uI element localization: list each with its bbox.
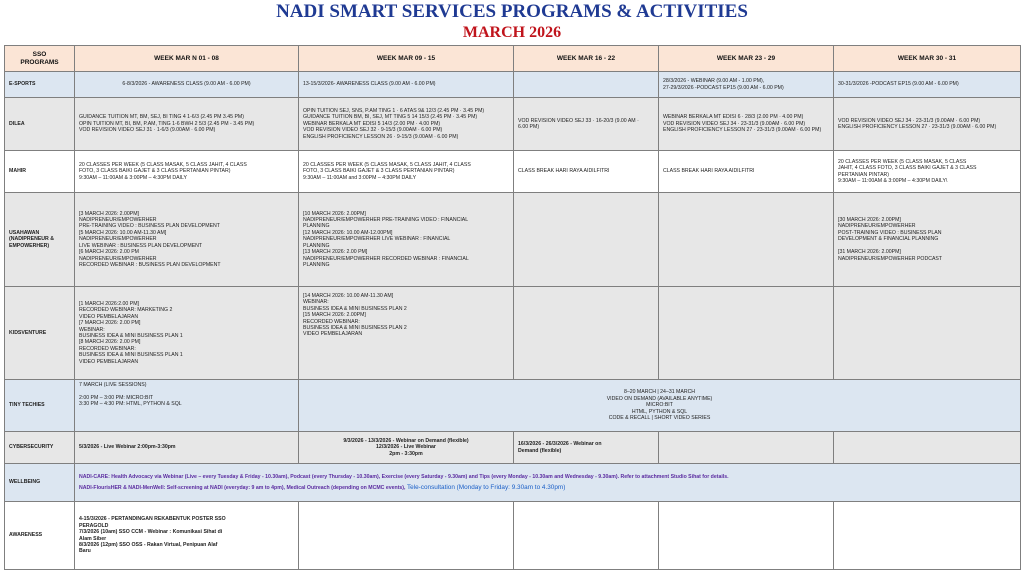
cell-kidsventure-w4	[659, 287, 834, 380]
cell-awareness-w3	[514, 502, 659, 570]
cell-kidsventure-w2: [14 MARCH 2026: 10.00 AM-11.30 AM] WEBINAR: BUSINESS IDEA & MINI BUSINESS PLAN 2 [15 MARCH 2026: 2.00PM] RECORDED WEBINAR: BUSINESS IDEA & MINI BUSINESS PLAN 2 VIDEO PEMBELAJARAN	[299, 287, 514, 380]
cell-cybersecurity-w5	[834, 432, 1021, 464]
cell-dilea-w3: VOD REVISION VIDEO SEJ 33 · 16-20/3 (9.00 AM · 6.00 PM)	[514, 98, 659, 151]
header-week-3: WEEK MAR 16 - 22	[514, 46, 659, 72]
cell-tinytechies-on-demand: 8–20 MARCH | 24–31 MARCH VIDEO ON DEMAND (AVAILABLE ANYTIME) MICRO:BIT HTML, PYTHON & SQL CODE & RECALL | SHORT VIDEO SERIES	[299, 380, 1021, 432]
page-subtitle: MARCH 2026	[462, 24, 562, 41]
row-cybersecurity	[5, 432, 1021, 464]
cell-awareness-w1: 4-15/3/2026 - PERTANDINGAN REKABENTUK POSTER SSO PERAGOLD 7/3/2026 (10am) SSO CCM - Webinar : Komunikasi Sihat di Alam Siber 8/3/2026 (12pm) SSO OSS - Rakan Virtual, Penipuan Alaf Baru	[75, 502, 299, 570]
cell-dilea-w5: VOD REVISION VIDEO SEJ 34 · 23-31/3 (9.00AM · 6.00 PM) ENGLISH PROFICIENCY LESSON 27 · 23-31/3 (9.00AM · 6.00 PM)	[834, 98, 1021, 151]
cell-mahir-w1: 20 CLASSES PER WEEK (5 CLASS MASAK, 5 CLASS JAHIT, 4 CLASS FOTO, 3 CLASS BAIKI GAJET & 3 CLASS PERTANIAN PINTAR) 9:30AM – 11:00AM & 3:00PM – 4:30PM DAILY	[75, 151, 299, 193]
row-wellbeing	[5, 464, 1021, 502]
header-row	[5, 46, 1021, 72]
cell-esports-w5: 30-31/3/2026 -PODCAST EP15 (9.00 AM - 6.00 PM)	[834, 72, 1021, 98]
program-label: KIDSVENTURE	[5, 287, 75, 380]
cell-usahawan-w4	[659, 193, 834, 287]
cell-awareness-w2	[299, 502, 514, 570]
wellbeing-screening-text: NADI-FlourisHER & NADI-MenWell: Self-screening at NADI (everyday: 9 am to 4pm), Medical Outreach (depending on MCMC events),	[79, 485, 406, 491]
program-label: WELLBEING	[5, 464, 75, 502]
cell-cybersecurity-w1: 5/3/2026 - Live Webinar 2:00pm-3:30pm	[75, 432, 299, 464]
row-kidsventure	[5, 287, 1021, 380]
cell-dilea-w4: WEBINAR BERKALA MT EDISI 6 · 28/3 (2.00 PM · 4.00 PM) VOD REVISION VIDEO SEJ 34 · 23-31/3 (9.00AM · 6.00 PM) ENGLISH PROFICIENCY LESSON 27 · 23-31/3 (9.00AM · 6.00 PM)	[659, 98, 834, 151]
cell-awareness-w4	[659, 502, 834, 570]
program-label: AWARENESS	[5, 502, 75, 570]
cell-mahir-w5: 20 CLASSES PER WEEK (5 CLASS MASAK, 5 CLASS JAHIT, 4 CLASS FOTO, 3 CLASS BAIKI GAJET & 3 CLASS PERTANIAN PINTAR) 9:30AM – 11:00AM & 3:00PM – 4:30PM DAILY\	[834, 151, 1021, 193]
row-tiny-techies	[5, 380, 1021, 432]
page-title: NADI SMART SERVICES PROGRAMS & ACTIVITIES	[276, 1, 748, 22]
cell-cybersecurity-w2: 9/3/2026 - 13/3/2026 - Webinar on Demand (flexible) 12/3/2026 - Live Webinar 2pm - 3:30pm	[299, 432, 514, 464]
cell-esports-w4: 28/3/2026 - WEBINAR (9.00 AM - 1.00 PM), 27-29/3/2026 -PODCAST EP15 (9.00 AM - 6.00 PM)	[659, 72, 834, 98]
cell-usahawan-w5: [30 MARCH 2026: 2.00PM] NADIPRENEUR/EMPOWERHER POST-TRAINING VIDEO : BUSINESS PLAN DEVELOPMENT & FINANCIAL PLANNING [31 MARCH 2026: 2.00PM] NADIPRENEUR/EMPOWERHER PODCAST	[834, 193, 1021, 287]
row-esports	[5, 72, 1021, 98]
program-label: MAHIR	[5, 151, 75, 193]
header-week-4: WEEK MAR 23 - 29	[659, 46, 834, 72]
cell-esports-w3	[514, 72, 659, 98]
schedule-table	[4, 45, 1021, 570]
cell-dilea-w2: OPIN TUITION SEJ, SNS, P.AM TING 1 · 6 ATAS 9& 12/3 (2.45 PM · 3.45 PM) GUIDANCE TUITION BM, BI, SEJ, MT TING 5 14 15/3 (2.45 PM · 3.45 PM) WEBINAR BERKALA MT EDISI 5 14/3 (2.00 PM · 4.00 PM) VOD REVISION VIDEO SEJ 32 · 9-15/3 (9.00AM · 6.00 PM) ENGLISH PROFICIENCY LESSON 26 · 9-15/3 (9.00AM · 6.00 PM)	[299, 98, 514, 151]
cell-usahawan-w2: [10 MARCH 2026: 2.00PM] NADIPRENEUR/EMPOWERHER PRE-TRAINING VIDEO : FINANCIAL PLANNING [12 MARCH 2026: 10.00 AM-12.00PM] NADIPRENEUR/EMPOWERHER LIVE WEBINAR : FINANCIAL PLANNING [13 MARCH 2026: 2.00 PM] NADIPRENEUR/EMPOWERHER RECORDED WEBINAR : FINANCIAL PLANNING	[299, 193, 514, 287]
cell-cybersecurity-w4	[659, 432, 834, 464]
cell-usahawan-w3	[514, 193, 659, 287]
cell-kidsventure-w1: [1 MARCH 2026:2.00 PM] RECORDED WEBINAR: MARKETING 2 VIDEO PEMBELAJARAN [7 MARCH 2026: 2.00 PM] WEBINAR: BUSINESS IDEA & MINI BUSINESS PLAN 1 [8 MARCH 2026: 2.00 PM] RECORDED WEBINAR: BUSINESS IDEA & MINI BUSINESS PLAN 1 VIDEO PEMBELAJARAN	[75, 287, 299, 380]
program-label: TINY TECHIES	[5, 380, 75, 432]
cell-awareness-w5	[834, 502, 1021, 570]
cell-dilea-w1: GUIDANCE TUITION MT, BM, SEJ, BI TING 4 1-6/3 (2.45 PM 3.45 PM) OPIN TUITION MT, BI, BM, P.AM, TING 1-6 BWH 2 5/3 (2.45 PM - 3.45 PM) VOD REVISION VIDEO SEJ 31 · 1-6/3 (9.00AM · 6.00 PM)	[75, 98, 299, 151]
cell-esports-w2: 13-15/3/2026- AWARENESS CLASS (9.00 AM - 6.00 PM)	[299, 72, 514, 98]
program-label: E-SPORTS	[5, 72, 75, 98]
cell-tinytechies-w1: 7 MARCH (LIVE SESSIONS) 2:00 PM – 3:00 PM: MICRO:BIT 3:30 PM – 4:30 PM: HTML, PYTHON & SQL	[75, 380, 299, 432]
wellbeing-flourisher-menwell	[79, 485, 1016, 491]
cell-kidsventure-w3	[514, 287, 659, 380]
wellbeing-nadi-care: NADI-CARE: Health Advocacy via Webinar (Live – every Tuesday & Friday - 10.30am), Podcast (every Thursday - 10.30am), Exercise (every Saturday - 9.30am) and Tips (every Monday - 10.30am and Wednesday - 9.30am). Refer to attachment Studio Sihat for details.	[79, 473, 729, 480]
header-sso-programs: SSO PROGRAMS	[5, 46, 75, 72]
wellbeing-teleconsultation: Tele-consultation (Monday to Friday: 9.30am to 4.30pm)	[406, 484, 566, 491]
row-usahawan	[5, 193, 1021, 287]
header-week-5: WEEK MAR 30 - 31	[834, 46, 1021, 72]
cell-mahir-w2: 20 CLASSES PER WEEK (5 CLASS MASAK, 5 CLASS JAHIT, 4 CLASS FOTO, 3 CLASS BAIKI GAJET & 3 CLASS PERTANIAN PINTAR) 9:30AM – 11:00AM and 3:00PM – 4:30PM DAILY	[299, 151, 514, 193]
cell-esports-w1: 6-8/3/2026 - AWARENESS CLASS (9.00 AM - 6.00 PM)	[75, 72, 299, 98]
cell-cybersecurity-w3: 16/3/2026 - 26/3/2026 - Webinar on Demand (flexible)	[514, 432, 659, 464]
row-dilea	[5, 98, 1021, 151]
cell-usahawan-w1: [3 MARCH 2026: 2.00PM] NADIPRENEUR/EMPOWERHER PRE-TRAINING VIDEO : BUSINESS PLAN DEVELOPMENT [5 MARCH 2026: 10.00 AM-11.30 AM] NADIPRENEUR/EMPOWERHER LIVE WEBINAR : BUSINESS PLAN DEVELOPMENT [6 MARCH 2026: 2.00 PM NADIPRENEUR/EMPOWERHER RECORDED WEBINAR : BUSINESS PLAN DEVELOPMENT	[75, 193, 299, 287]
cell-wellbeing	[75, 464, 1021, 502]
header-week-1: WEEK MAR N 01 - 08	[75, 46, 299, 72]
cell-mahir-w3: CLASS BREAK HARI RAYA AIDILFITRI	[514, 151, 659, 193]
cell-kidsventure-w5	[834, 287, 1021, 380]
program-label: USAHAWAN (NADIPRENEUR & EMPOWERHER)	[5, 193, 75, 287]
cell-mahir-w4: CLASS BREAK HARI RAYA AIDILFITRI	[659, 151, 834, 193]
row-awareness	[5, 502, 1021, 570]
header-week-2: WEEK MAR 09 - 15	[299, 46, 514, 72]
row-mahir	[5, 151, 1021, 193]
program-label: CYBERSECURITY	[5, 432, 75, 464]
program-label: DILEA	[5, 98, 75, 151]
